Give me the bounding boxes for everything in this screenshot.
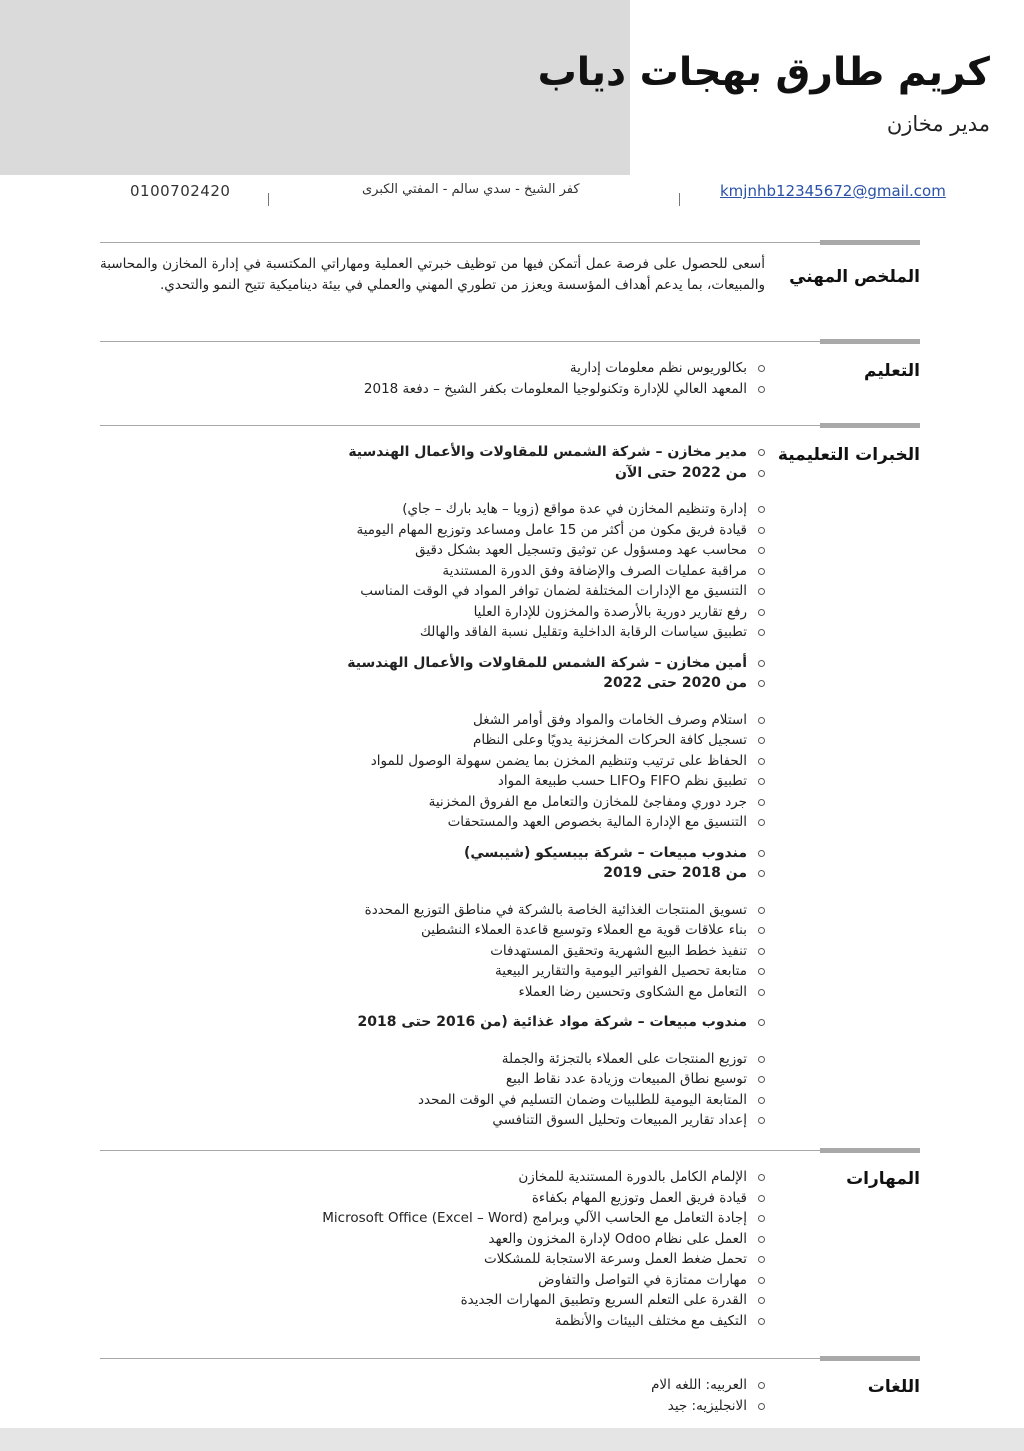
address-text: كفر الشيخ - سدي سالم - المفتي الكبرى	[362, 182, 580, 197]
list-item: الحفاظ على ترتيب وتنظيم المخزن بما يضمن سهولة الوصول للمواد	[100, 751, 765, 772]
list-item: رفع تقارير دورية بالأرصدة والمخزون للإدارة العليا	[100, 602, 765, 623]
list-item: إجادة التعامل مع الحاسب الآلي وبرامج (Microsoft Office (Excel – Word	[100, 1208, 765, 1229]
experience-list	[100, 442, 765, 1141]
section-accent-bar	[820, 240, 920, 245]
list-item: تسجيل كافة الحركات المخزنية يدويًا وعلى النظام	[100, 730, 765, 751]
list-item: توسيع نطاق المبيعات وزيادة عدد نقاط البيع	[100, 1069, 765, 1090]
footer-background	[0, 1428, 1024, 1451]
job-entry	[100, 442, 765, 643]
skills-list	[100, 1167, 765, 1331]
section-accent-bar	[820, 1148, 920, 1153]
job-period: من 2020 حتى 2022	[100, 673, 765, 694]
contact-divider	[268, 193, 269, 206]
list-item: متابعة تحصيل الفواتير اليومية والتقارير البيعية	[100, 961, 765, 982]
job-period: من 2022 حتى الآن	[100, 463, 765, 484]
list-item: التنسيق مع الإدارة المالية بخصوص العهد والمستحقات	[100, 812, 765, 833]
job-role: مدير مخازن – شركة الشمس للمقاولات والأعمال الهندسية	[100, 442, 765, 463]
languages-heading: اللغات	[867, 1377, 920, 1397]
list-item: تحمل ضغط العمل وسرعة الاستجابة للمشكلات	[100, 1249, 765, 1270]
skills-section	[100, 1150, 920, 1329]
summary-text: أسعى للحصول على فرصة عمل أتمكن فيها من توظيف خبرتي العملية ومهاراتي المكتسبة في إدارة المخازن والمحاسبة والمبيعات، بما يدعم أهداف المؤسسة ويعزز من تطوري المهني والعملي في بيئة ديناميكية تتيح النمو والتحدي.	[100, 256, 765, 293]
education-heading: التعليم	[864, 361, 920, 381]
languages-list	[100, 1375, 765, 1416]
list-item: جرد دوري ومفاجئ للمخازن والتعامل مع الفروق المخزنية	[100, 792, 765, 813]
list-item: المتابعة اليومية للطلبيات وضمان التسليم في الوقت المحدد	[100, 1090, 765, 1111]
summary-section	[100, 242, 920, 293]
list-item: الانجليزيه: جيد	[100, 1396, 765, 1417]
section-accent-bar	[820, 339, 920, 344]
list-item: تطبيق نظم FIFO وLIFO حسب طبيعة المواد	[100, 771, 765, 792]
list-item: العمل على نظام Odoo لإدارة المخزون والعهد	[100, 1229, 765, 1250]
experience-heading: الخبرات التعليمية	[777, 445, 920, 465]
list-item: إعداد تقارير المبيعات وتحليل السوق التنافسي	[100, 1110, 765, 1131]
list-item: العربيه: اللغه الام	[100, 1375, 765, 1396]
list-item: مراقبة عمليات الصرف والإضافة وفق الدورة المستندية	[100, 561, 765, 582]
list-item: بكالوريوس نظم معلومات إدارية	[100, 358, 765, 379]
list-item: قيادة فريق العمل وتوزيع المهام بكفاءة	[100, 1188, 765, 1209]
list-item: القدرة على التعلم السريع وتطبيق المهارات الجديدة	[100, 1290, 765, 1311]
list-item: تطبيق سياسات الرقابة الداخلية وتقليل نسبة الفاقد والهالك	[100, 622, 765, 643]
job-period: من 2018 حتى 2019	[100, 863, 765, 884]
job-role: مندوب مبيعات – شركة بيبسيكو (شيبسي)	[100, 843, 765, 864]
list-item: المعهد العالي للإدارة وتكنولوجيا المعلومات بكفر الشيخ – دفعة 2018	[100, 379, 765, 400]
languages-section	[100, 1358, 920, 1414]
list-item: استلام وصرف الخامات والمواد وفق أوامر الشغل	[100, 710, 765, 731]
job-entry	[100, 1012, 765, 1131]
job-role: مندوب مبيعات – شركة مواد غذائية (من 2016 حتى 2018	[100, 1012, 765, 1033]
section-accent-bar	[820, 423, 920, 428]
list-item: التكيف مع مختلف البيئات والأنظمة	[100, 1311, 765, 1332]
education-list	[100, 358, 765, 399]
job-entry	[100, 653, 765, 833]
section-accent-bar	[820, 1356, 920, 1361]
contact-divider	[679, 193, 680, 206]
job-role: أمين مخازن – شركة الشمس للمقاولات والأعمال الهندسية	[100, 653, 765, 674]
list-item: توزيع المنتجات على العملاء بالتجزئة والجملة	[100, 1049, 765, 1070]
email-link[interactable]: kmjnhb12345672@gmail.com	[720, 182, 946, 200]
list-item: التنسيق مع الإدارات المختلفة لضمان توافر المواد في الوقت المناسب	[100, 581, 765, 602]
experience-section	[100, 425, 920, 1128]
list-item: مهارات ممتازة في التواصل والتفاوض	[100, 1270, 765, 1291]
list-item: إدارة وتنظيم المخازن في عدة مواقع (زويا – هايد بارك – جاي)	[100, 499, 765, 520]
list-item: قيادة فريق مكون من أكثر من 15 عامل ومساعد وتوزيع المهام اليومية	[100, 520, 765, 541]
header-background	[0, 0, 630, 175]
job-title: مدير مخازن	[886, 112, 990, 136]
list-item: محاسب عهد ومسؤول عن توثيق وتسجيل العهد بشكل دقيق	[100, 540, 765, 561]
list-item: التعامل مع الشكاوى وتحسين رضا العملاء	[100, 982, 765, 1003]
phone-text: 0100702420	[130, 182, 231, 200]
job-entry	[100, 843, 765, 1003]
list-item: تسويق المنتجات الغذائية الخاصة بالشركة في مناطق التوزيع المحددة	[100, 900, 765, 921]
list-item: تنفيذ خطط البيع الشهرية وتحقيق المستهدفات	[100, 941, 765, 962]
summary-heading: الملخص المهني	[789, 267, 920, 287]
candidate-name: كريم طارق بهجات دياب	[537, 50, 990, 95]
list-item: الإلمام الكامل بالدورة المستندية للمخازن	[100, 1167, 765, 1188]
education-section	[100, 341, 920, 397]
skills-heading: المهارات	[846, 1169, 920, 1189]
list-item: بناء علاقات قوية مع العملاء وتوسيع قاعدة العملاء النشطين	[100, 920, 765, 941]
